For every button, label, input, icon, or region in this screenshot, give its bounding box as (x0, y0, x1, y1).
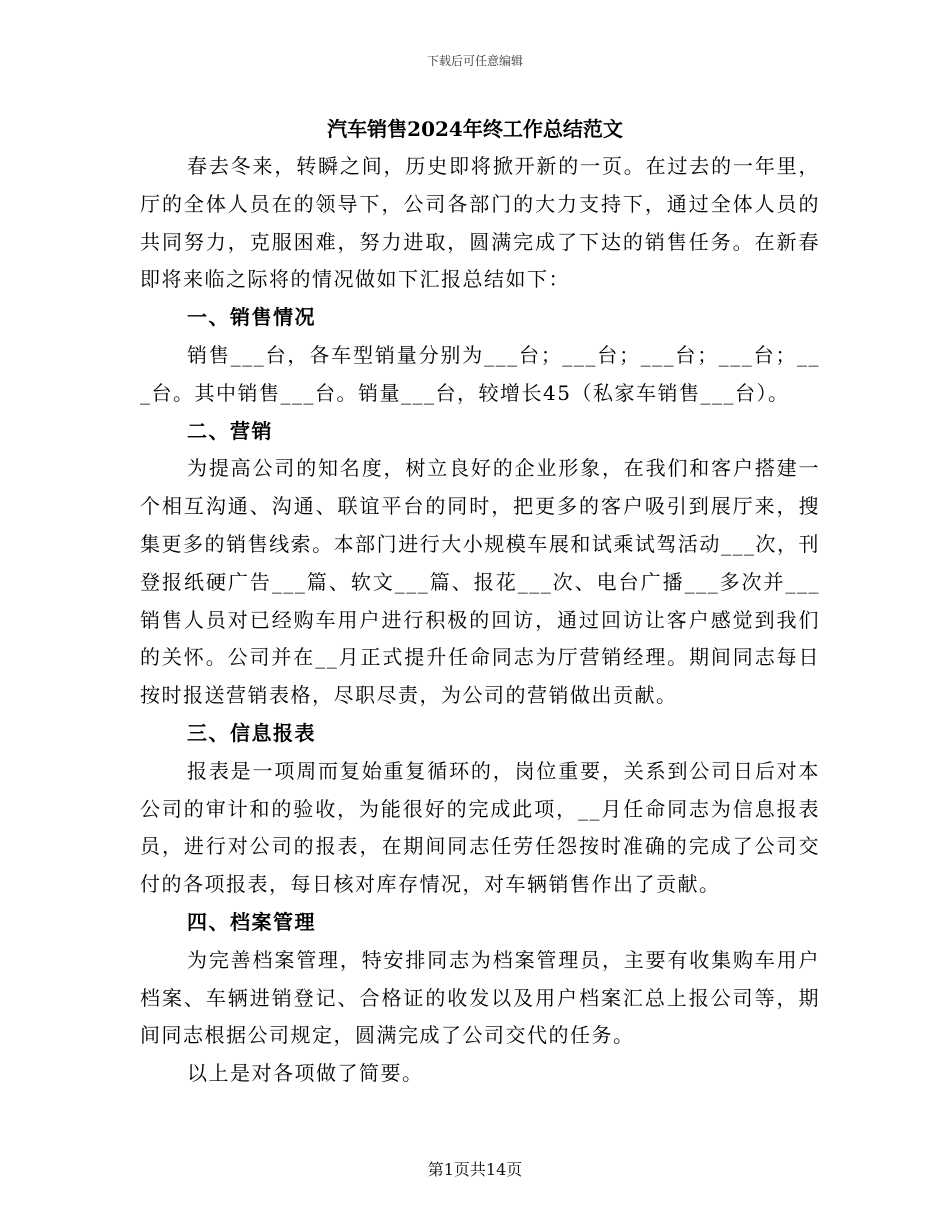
section-heading-sales: 一、销售情况 (187, 305, 316, 330)
section-heading-reports: 三、信息报表 (187, 720, 316, 745)
section-heading-archives: 四、档案管理 (187, 909, 316, 934)
intro-paragraph: 春去冬来，转瞬之间，历史即将掀开新的一页。在过去的一年里，厅的全体人员在的领导下，公司各部门的大力支持下，通过全体人员的共同努力，克服困难，努力进取，圆满完成了下达的销售任务。在新春即将来临之际将的情况做如下汇报总结如下： (140, 154, 820, 292)
page-number: 第1页共14页 (427, 1160, 523, 1179)
document-title: 汽车销售2024年终工作总结范文 (327, 117, 623, 141)
closing-paragraph: 以上是对各项做了简要。 (187, 1061, 424, 1086)
section-heading-marketing: 二、营销 (187, 418, 273, 443)
section-body-marketing: 为提高公司的知名度，树立良好的企业形象，在我们和客户搭建一个相互沟通、沟通、联谊平台的同时，把更多的客户吸引到展厅来，搜集更多的销售线索。本部门进行大小规模车展和试乘试驾活动___次，刊登报纸硬广告___篇、软文___篇、报花___次、电台广播___多次并___销售人员对已经购车用户进行积极的回访，通过回访让客户感觉到我们的关怀。公司并在__月正式提升任命同志为厅营销经理。期间同志每日按时报送营销表格，尽职尽责，为公司的营销做出贡献。 (140, 456, 820, 708)
section-body-sales: 销售___台，各车型销量分别为___台；___台；___台；___台；___台。其中销售___台。销量___台，较增长45（私家车销售___台）。 (140, 342, 820, 405)
document-body (140, 148, 820, 1093)
section-body-reports: 报表是一项周而复始重复循环的，岗位重要，关系到公司日后对本公司的审计和的验收，为能很好的完成此项，__月任命同志为信息报表员，进行对公司的报表，在期间同志任劳任怨按时准确的完成了公司交付的各项报表，每日核对库存情况，对车辆销售作出了贡献。 (140, 758, 820, 897)
section-body-archives: 为完善档案管理，特安排同志为档案管理员，主要有收集购车用户档案、车辆进销登记、合格证的收发以及用户档案汇总上报公司等，期间同志根据公司规定，圆满完成了公司交代的任务。 (140, 947, 820, 1048)
header-note: 下载后可任意编辑 (426, 54, 523, 68)
